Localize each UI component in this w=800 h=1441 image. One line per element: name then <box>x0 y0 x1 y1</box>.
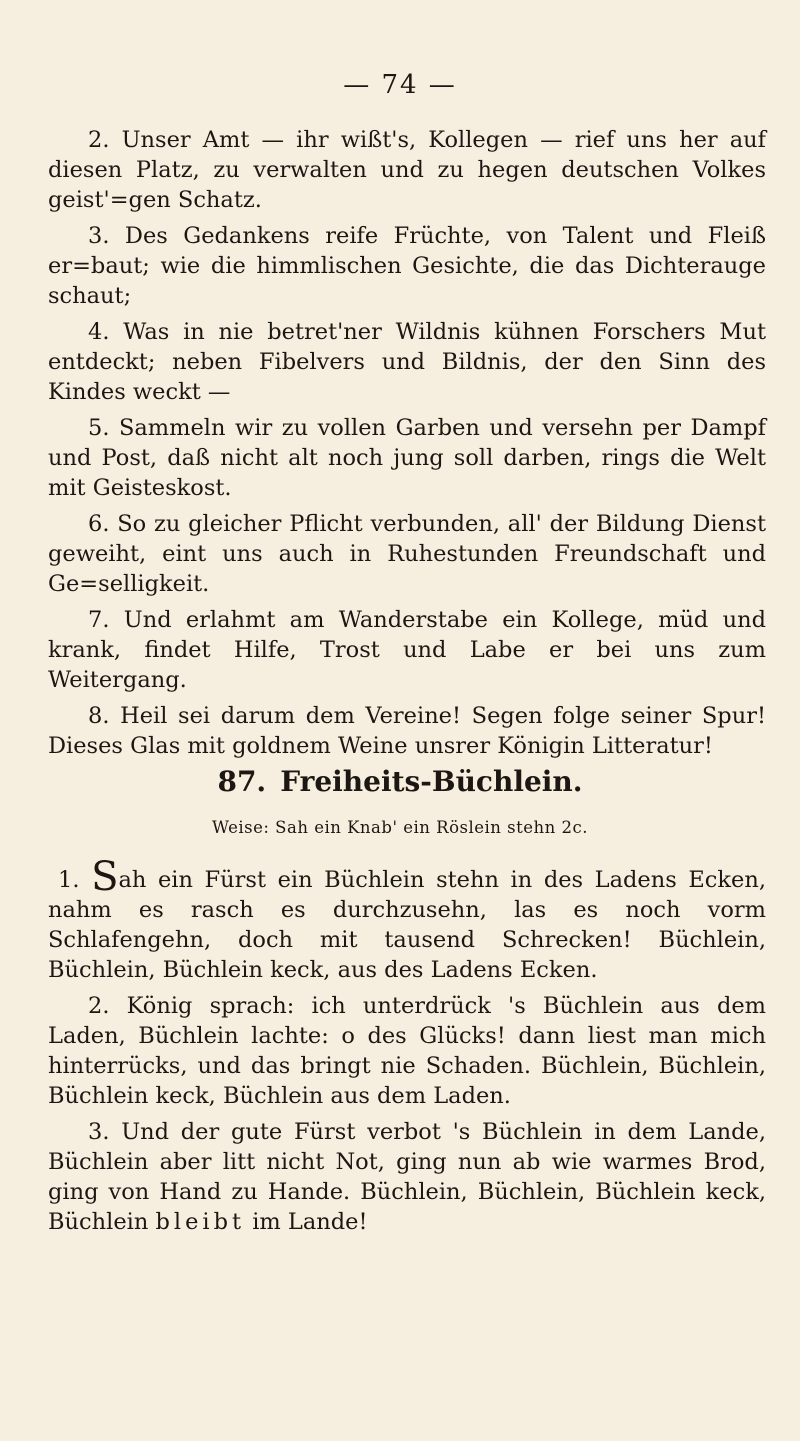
stanza: 2. König sprach: ich unterdrück 's Büchlein aus dem Laden, Büchlein lachte: o des Glücks! dann liest man mich hinterrücks, und das bringt nie Schaden. Büchlein, Büchlein, Büchlein keck, Büchlein aus dem Laden. <box>48 993 766 1109</box>
stanza <box>48 1117 766 1237</box>
melody-note: Weise: Sah ein Knab' ein Röslein stehn 2c. <box>211 818 589 837</box>
poem-title-text: Freiheits-Büchlein. <box>280 765 583 798</box>
poem-title <box>0 765 800 798</box>
poem-body <box>48 854 766 1243</box>
drop-cap: S <box>91 854 119 900</box>
stanza-text: ah ein Fürst ein Büchlein stehn in des Ladens Ecken, nahm es rasch es durchzusehn, las es noch vorm Schlafengehn, doch mit tausend Schrecken! Büchlein, Büchlein, Büchlein keck, aus des Ladens Ecken. <box>48 867 766 983</box>
stanza: 3. Des Gedankens reife Früchte, von Talent und Fleiß er=baut; wie die himmlischen Gesichte, die das Dichterauge schaut; <box>48 223 766 309</box>
poem-continued <box>48 125 766 767</box>
stanza: 4. Was in nie betret'ner Wildnis kühnen Forschers Mut entdeckt; neben Fibelvers und Bildnis, der den Sinn des Kindes weckt — <box>48 319 766 405</box>
stanza: 6. So zu gleicher Pflicht verbunden, all' der Bildung Dienst geweiht, eint uns auch in Ruhestunden Freundschaft und Ge=selligkeit. <box>48 511 766 597</box>
stanza: 2. Unser Amt — ihr wißt's, Kollegen — rief uns her auf diesen Platz, zu verwalten und zu hegen deutschen Volkes geist'=gen Schatz. <box>48 127 766 213</box>
stanza-number: 1. <box>58 867 80 893</box>
stanza-text: im Lande! <box>252 1209 368 1235</box>
page-number: — 74 — <box>343 70 457 100</box>
stanza <box>48 854 766 985</box>
stanza: 7. Und erlahmt am Wanderstabe ein Kollege, müd und krank, findet Hilfe, Trost und Labe er bei uns zum Weitergang. <box>48 607 766 693</box>
poem-number: 87. <box>217 765 267 798</box>
spaced-word: bleibt <box>155 1209 246 1235</box>
stanza: 5. Sammeln wir zu vollen Garben und versehn per Dampf und Post, daß nicht alt noch jung soll darben, rings die Welt mit Geisteskost. <box>48 415 766 501</box>
stanza: 8. Heil sei darum dem Vereine! Segen folge seiner Spur! Dieses Glas mit goldnem Weine unsrer Königin Litteratur! <box>48 703 766 759</box>
stanza-text: 3. Und der gute Fürst verbot 's Büchlein in dem Lande, Büchlein aber litt nicht Not, ging nun ab wie warmes Brod, ging von Hand zu Hande. Büchlein, Büchlein, Büchlein keck, Büchlein <box>48 1119 766 1235</box>
